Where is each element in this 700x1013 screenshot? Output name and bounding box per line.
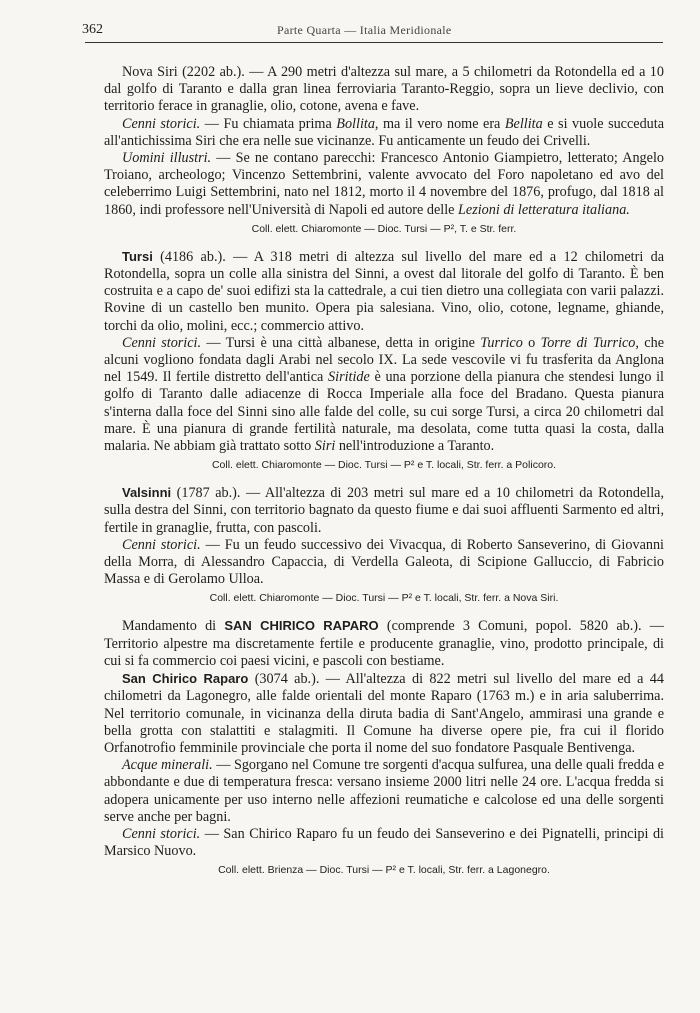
valsinni-cenni-storici: Cenni storici. — Fu un feudo successivo dei Vivacqua, di Roberto Sanseverino, di Giovanni della Morra, di Alessandro Capaccia, di Verdella Galeota, di Scipione Galluccio, di Fabricio Massa e di Gerolamo Ulloa. xyxy=(104,536,664,588)
nova-siri-collegio-line: Coll. elett. Chiaromonte — Dioc. Tursi — P², T. e Str. ferr. xyxy=(251,222,517,235)
mandamento-paragraph: Mandamento di SAN CHIRICO RAPARO (comprende 3 Comuni, popol. 5820 ab.). — Territorio alpestre ma discretamente fertile e producente granaglie, vino, prodotto principale, di cui si fa commercio coi paesi vicini, e pascoli con bestiame. xyxy=(104,618,664,669)
mandamento-name: SAN CHIRICO RAPARO xyxy=(224,618,379,634)
page-header xyxy=(82,22,663,43)
tursi-cenni-storici: Cenni storici. — Tursi è una città albanese, detta in origine Turrico o Torre di Turrico, che alcuni vogliono fondata dagli Arabi nel secolo IX. La sede vescovile vi fu trasferita da Anglona nel 1549. Il fertile distretto dell'antica Siritide è una porzione della pianura che stendesi lungo il golfo di Taranto dalle adiacenze di Rocca Imperiale alla foce del Bradano. Questa pianura s'interna dalla foce del Sinni sino alle falde del colle, su cui sorge Tursi, a circa 20 chilometri dal mare. È una pianura di grande fertilità naturale, ma desolata, come tutta quasi la costa, dalla malaria. Ne abbiam già trattato sotto Siri nell'introduzione a Taranto. xyxy=(104,334,664,455)
san-chirico-cenni-storici: Cenni storici. — San Chirico Raparo fu un feudo dei Sanseverino e dei Pignatelli, principi di Marsico Nuovo. xyxy=(104,825,664,860)
valsinni-name: Valsinni xyxy=(122,485,172,501)
valsinni-collegio-line: Coll. elett. Chiaromonte — Dioc. Tursi — P² e T. locali, Str. ferr. a Nova Siri. xyxy=(209,592,559,605)
nova-siri-name: Nova Siri xyxy=(122,64,178,80)
san-chirico-collegio-line: Coll. elett. Brienza — Dioc. Tursi — P² e T. locali, Str. ferr. a Lagonegro. xyxy=(218,864,550,877)
valsinni-intro: Valsinni (1787 ab.). — All'altezza di 203 metri sul mare ed a 10 chilometri da Rotondella, sulla destra del Sinni, con territorio bagnato da questo fiume e dai suoi affluenti Sarmento ed altri, fertile in granaglie, frutta, con pascoli. xyxy=(104,485,664,536)
page-number: 362 xyxy=(82,22,103,37)
running-title: Parte Quarta — Italia Meridionale xyxy=(277,23,452,37)
tursi-intro: Tursi (4186 ab.). — A 318 metri di altezza sul livello del mare ed a 12 chilometri da Rotondella, sopra un colle alla sinistra del Sinni, a ovest dal litorale del golfo di Taranto. È ben costruita e a capo de' suoi edifizi sta la cattedrale, a cui tien dietro una collegiata con varii palazzi. Rovine di un castello ben munito. Opera pia salesiana. Vino, olio, cotone, legname, ghiande, torchi da olio, molini, ecc.; commercio attivo. xyxy=(104,248,664,334)
nova-siri-cenni-storici: Cenni storici. — Fu chiamata prima Bollita, ma il vero nome era Bellita e si vuole succeduta all'antichissima Siri che era nelle sue vicinanze. Fu anticamente un feudo dei Crivelli. xyxy=(104,115,665,149)
nova-siri-uomini-illustri: Uomini illustri. — Se ne contano parecchi: Francesco Antonio Giampietro, letterato; Angelo Troiano, archeologo; Vincenzo Settembrini, valente avvocato del Foro napoletano ed avo del celeberrimo Luigi Settembrini, nato nel 1812, morto il 4 novembre del 1876, profugo, dal 1818 al 1860, indi professore nell'Università di Napoli ed autore delle Lezioni di letteratura italiana. xyxy=(104,150,664,218)
san-chirico-acque-minerali: Acque minerali. — Sgorgano nel Comune tre sorgenti d'acqua sulfurea, una delle quali fredda e abbondante e due di temperatura fresca: versano insieme 2000 litri nelle 24 ore. L'acqua fredda si adopera unicamente per uso interno nelle affezioni reumatiche e calcolose ed una delle sorgenti serve anche per bagni. xyxy=(104,757,664,825)
san-chirico-intro: San Chirico Raparo (3074 ab.). — All'altezza di 822 metri sul livello del mare ed a 44 chilometri da Lagonegro, alle falde orientali del monte Raparo (1763 m.) e in aria saluberrima. Nel territorio comunale, in vicinanza della diruta badia di Sant'Angelo, ammirasi una grande e bella grotta con stalattiti e stalagmiti. Il Comune ha diverse opere pie, fra cui il florido Orfanotrofio femminile provinciale che porta il nome del suo fondatore Pasquale Bentivenga. xyxy=(104,671,664,756)
page-content xyxy=(104,64,664,877)
tursi-collegio-line: Coll. elett. Chiaromonte — Dioc. Tursi — P² e T. locali, Str. ferr. a Policoro. xyxy=(211,459,557,472)
san-chirico-name: San Chirico Raparo xyxy=(122,671,249,687)
tursi-name: Tursi xyxy=(122,248,153,264)
nova-siri-intro: Nova Siri (2202 ab.). — A 290 metri d'altezza sul mare, a 5 chilometri da Rotondella ed a 10 dal golfo di Taranto e dalla gran linea ferroviaria Taranto-Reggio, sopra un lieve declivio, con territorio ferace in granaglie, olio, cotone, avena e fave. xyxy=(104,64,664,115)
